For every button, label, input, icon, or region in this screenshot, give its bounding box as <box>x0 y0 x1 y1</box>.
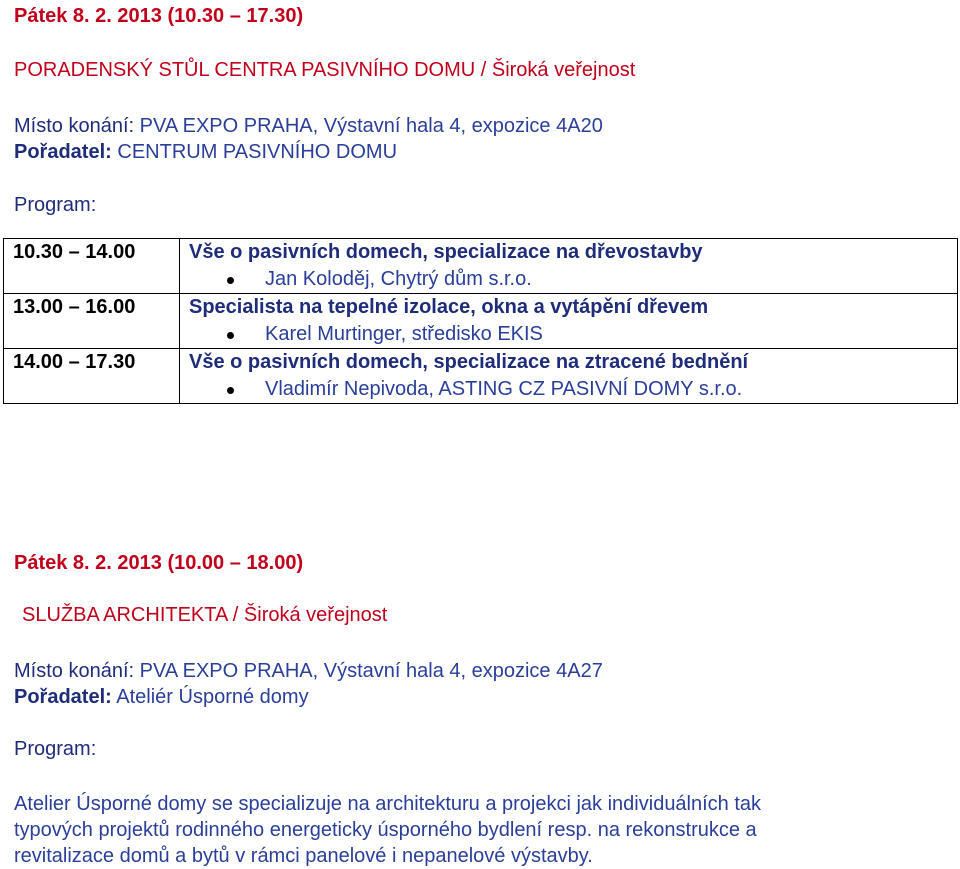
program-time: 10.30 – 14.00 <box>4 239 180 294</box>
program-topic-cell <box>180 239 958 294</box>
event1-organizer <box>14 140 397 164</box>
program-speaker-item <box>189 266 957 293</box>
event1-venue <box>14 114 603 138</box>
event2-venue-label: Místo konání: <box>14 660 135 682</box>
event2-venue-value: PVA EXPO PRAHA, Výstavní hala 4, expozice 4A27 <box>134 660 603 682</box>
bullet-icon <box>227 332 234 339</box>
description-line: Atelier Úsporné domy se specializuje na architekturu a projekci jak individuálních tak <box>14 793 762 815</box>
event1-datetime: Pátek 8. 2. 2013 (10.30 – 17.30) <box>14 5 304 27</box>
bullet-icon <box>227 277 234 284</box>
program-time: 13.00 – 16.00 <box>4 294 180 349</box>
event1-organizer-label: Pořadatel: <box>14 141 112 163</box>
event1-title: PORADENSKÝ STŮL CENTRA PASIVNÍHO DOMU / Široká veřejnost <box>14 59 636 81</box>
event2-datetime: Pátek 8. 2. 2013 (10.00 – 18.00) <box>14 552 304 574</box>
description-line: revitalizace domů a bytů v rámci panelové i nepanelové výstavby. <box>14 845 593 867</box>
program-speaker-item <box>189 376 957 403</box>
bullet-icon <box>227 387 234 394</box>
program-speaker: Jan Koloděj, Chytrý dům s.r.o. <box>265 268 532 290</box>
description-line: typových projektů rodinného energeticky úsporného bydlení resp. na rekonstrukce a <box>14 819 757 841</box>
program-speaker-item <box>189 321 957 348</box>
program-speaker: Karel Murtinger, středisko EKIS <box>265 323 543 345</box>
event2-organizer-value: Ateliér Úsporné domy <box>111 686 309 708</box>
event2-program-label: Program: <box>14 738 97 760</box>
program-topic: Vše o pasivních domech, specializace na dřevostavby <box>189 241 703 263</box>
event2-description <box>14 791 914 869</box>
program-table <box>3 238 958 404</box>
table-row <box>4 294 958 349</box>
event1-program-label: Program: <box>14 194 97 216</box>
program-topic: Specialista na tepelné izolace, okna a vytápění dřevem <box>189 296 709 318</box>
program-topic-cell <box>180 294 958 349</box>
event2-venue <box>14 659 603 683</box>
event2-organizer <box>14 685 309 709</box>
program-topic: Vše o pasivních domech, specializace na ztracené bednění <box>189 351 749 373</box>
table-row <box>4 239 958 294</box>
program-topic-cell <box>180 349 958 404</box>
event2-title: SLUŽBA ARCHITEKTA / Široká veřejnost <box>22 604 388 626</box>
event2-organizer-label: Pořadatel: <box>14 686 112 708</box>
event1-venue-label: Místo konání: <box>14 115 135 137</box>
table-row <box>4 349 958 404</box>
event1-venue-value: PVA EXPO PRAHA, Výstavní hala 4, expozice 4A20 <box>134 115 603 137</box>
program-speaker: Vladimír Nepivoda, ASTING CZ PASIVNÍ DOMY s.r.o. <box>265 378 743 400</box>
event1-organizer-value: CENTRUM PASIVNÍHO DOMU <box>111 141 398 163</box>
program-time: 14.00 – 17.30 <box>4 349 180 404</box>
